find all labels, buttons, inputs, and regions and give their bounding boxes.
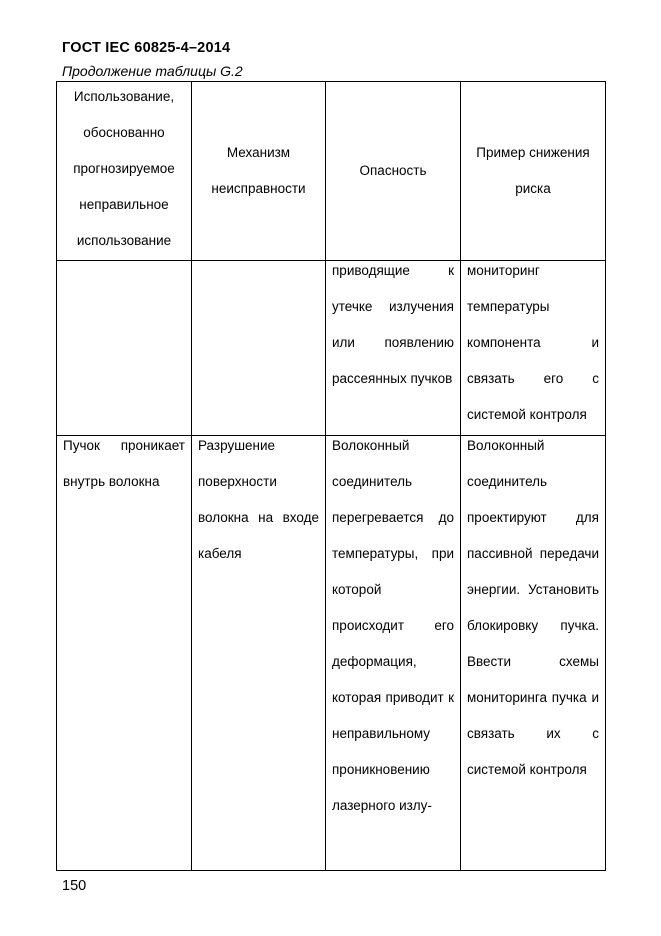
table-cell	[326, 261, 461, 436]
cell-risk-text: Волоконный соединитель проектируют для пассивной передачи энергии. Установить блокировку пучка. Ввести схемы мониторинга пучка и связать их с системой контроля	[467, 438, 599, 777]
standard-title: ГОСТ IEC 60825-4–2014	[62, 40, 231, 56]
header-cell-risk-reduction	[461, 82, 606, 261]
table-cell	[192, 261, 326, 436]
cell-risk-text: мониторинг температуры компонента и связать его с системой контроля	[467, 263, 599, 422]
table-cell	[326, 436, 461, 871]
hazard-table	[56, 81, 606, 871]
header-use-label: Использование, обоснованно прогнозируемое неправильное использование	[73, 89, 175, 248]
header-cell-hazard	[326, 82, 461, 261]
header-mechanism-label: Механизм неисправности	[211, 145, 306, 196]
header-cell-use	[57, 82, 192, 261]
header-risk-reduction-label: Пример снижения риска	[476, 145, 590, 196]
table-cell	[461, 261, 606, 436]
page-number: 150	[62, 878, 87, 894]
cell-hazard-text: Волоконный соединитель перегревается до температуры, при которой происходит его деформация, которая приводит к неправильному проникновению лазерного излу-	[332, 438, 454, 813]
table-cell	[57, 436, 192, 871]
table-cell	[192, 436, 326, 871]
table-continuation-caption: Продолжение таблицы G.2	[62, 63, 243, 79]
cell-hazard-text: приводящие к утечке излучения или появлению рассеянных пучков	[332, 263, 454, 386]
table-row	[57, 261, 606, 436]
cell-mechanism-text: Разрушение поверхности волокна на входе кабеля	[198, 438, 319, 561]
cell-use-text: Пучок проникает внутрь волокна	[63, 438, 185, 489]
header-cell-mechanism	[192, 82, 326, 261]
header-hazard-label: Опасность	[359, 163, 427, 178]
table-cell	[57, 261, 192, 436]
table-cell	[461, 436, 606, 871]
table-header-row	[57, 82, 606, 261]
table-row	[57, 436, 606, 871]
